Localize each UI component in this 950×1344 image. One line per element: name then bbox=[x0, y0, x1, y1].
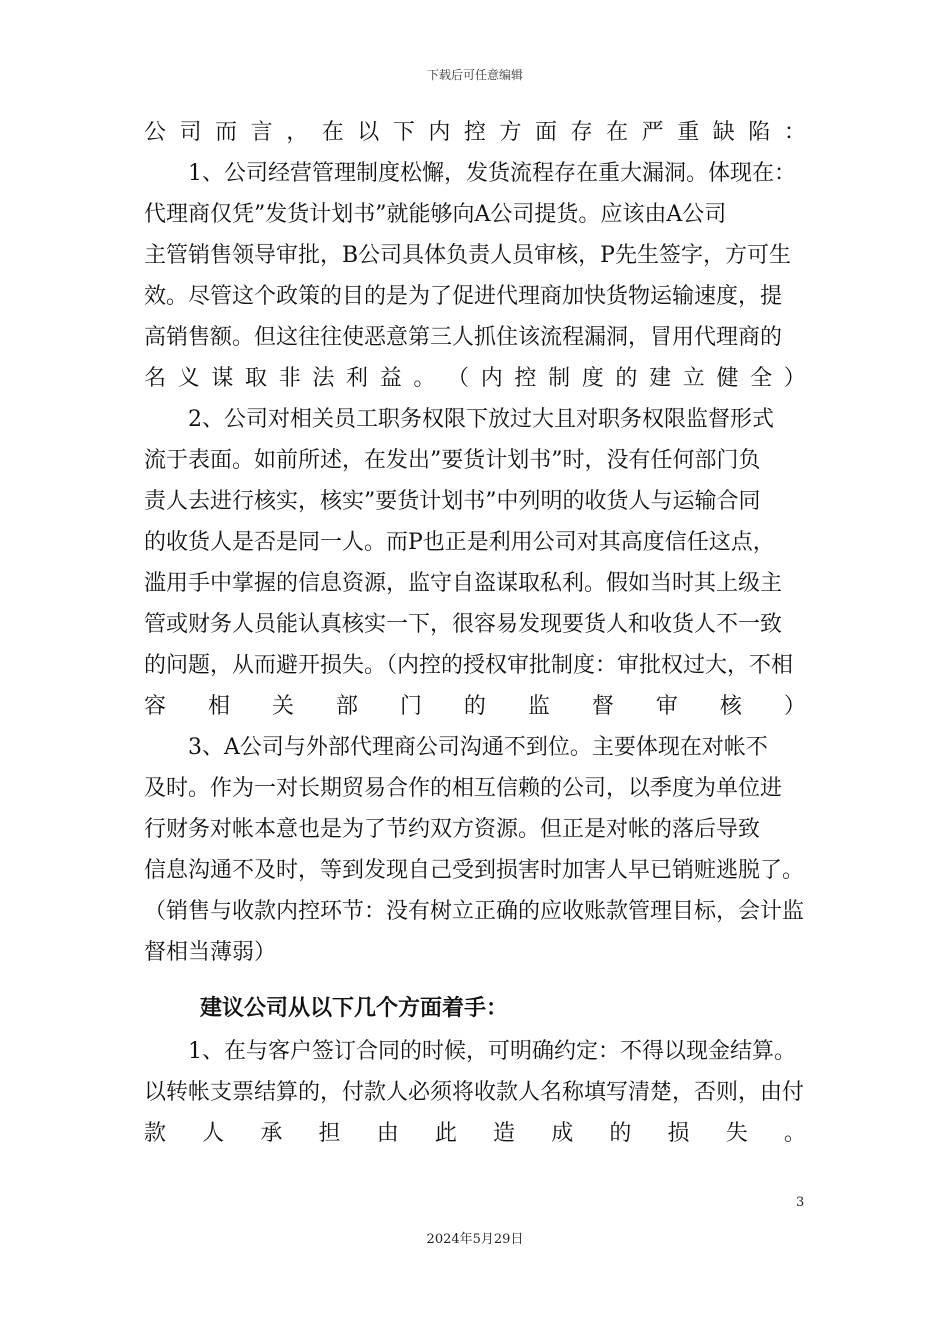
justified-char: 损 bbox=[667, 1121, 690, 1146]
justified-char: 严 bbox=[641, 120, 664, 145]
justified-char: 下 bbox=[392, 120, 415, 145]
justified-char: 失 bbox=[725, 1121, 748, 1146]
text-line: 主管销售领导审批，B公司具体负责人员审核，P先生签字，方可生 bbox=[144, 243, 791, 268]
justified-char: 相 bbox=[207, 694, 230, 719]
paragraph-1-start: 1、公司经营管理制度松懈，发货流程存在重大漏洞。体现在： bbox=[188, 161, 796, 186]
justified-char: 取 bbox=[245, 366, 268, 391]
justified-char: 健 bbox=[716, 366, 739, 391]
justified-char: 益 bbox=[379, 366, 402, 391]
justified-char: 公 bbox=[144, 120, 167, 145]
justified-char: 成 bbox=[551, 1121, 574, 1146]
justified-char: 陷 bbox=[748, 120, 771, 145]
justified-char: 面 bbox=[535, 120, 558, 145]
page-header: 下载后可任意编辑 bbox=[426, 68, 523, 82]
text-line: 督相当薄弱） bbox=[144, 940, 277, 965]
text-line: 责人去进行核实，核实”要货计划书”中列明的收货人与运输合同 bbox=[144, 489, 761, 514]
justified-char: 方 bbox=[499, 120, 522, 145]
justified-char: 言 bbox=[250, 120, 273, 145]
justified-char: 义 bbox=[177, 366, 200, 391]
justified-char: 此 bbox=[434, 1121, 457, 1146]
justified-char: 。 bbox=[783, 1121, 806, 1146]
justified-char: 制 bbox=[548, 366, 571, 391]
text-line-justified bbox=[144, 1113, 806, 1154]
justified-char: 的 bbox=[463, 694, 486, 719]
justified-char: 利 bbox=[346, 366, 369, 391]
justified-char: 由 bbox=[376, 1121, 399, 1146]
justified-char: 部 bbox=[335, 694, 358, 719]
justified-char: 控 bbox=[514, 366, 537, 391]
justified-char: 谋 bbox=[211, 366, 234, 391]
section-gap bbox=[144, 973, 806, 987]
justified-char: 人 bbox=[202, 1121, 225, 1146]
justified-char: 司 bbox=[179, 120, 202, 145]
justified-char: 内 bbox=[428, 120, 451, 145]
footer-date: 2024年5月29日 bbox=[426, 1232, 524, 1247]
justified-char: 承 bbox=[260, 1121, 283, 1146]
justified-char: 缺 bbox=[712, 120, 735, 145]
text-line-justified bbox=[144, 358, 806, 399]
justified-char: 在 bbox=[606, 120, 629, 145]
justified-char: 重 bbox=[677, 120, 700, 145]
text-line: 的收货人是否是同一人。而P也正是利用公司对其高度信任这点， bbox=[144, 530, 775, 555]
justified-char: ） bbox=[783, 694, 806, 719]
justified-char: 的 bbox=[609, 1121, 632, 1146]
justified-char: 在 bbox=[321, 120, 344, 145]
justified-char: 法 bbox=[312, 366, 335, 391]
text-line: 管或财务人员能认真核实一下，很容易发现要货人和收货人不一致 bbox=[144, 612, 783, 637]
text-line: 效。尽管这个政策的目的是为了促进代理商加快货物运输速度，提 bbox=[144, 284, 783, 309]
text-line: 以转帐支票结算的，付款人必须将收款人名称填写清楚，否则，由付 bbox=[144, 1080, 805, 1105]
justified-char: 容 bbox=[144, 694, 167, 719]
justified-char: 造 bbox=[493, 1121, 516, 1146]
justified-char: ， bbox=[286, 120, 309, 145]
section-heading: 建议公司从以下几个方面着手： bbox=[200, 996, 509, 1021]
justified-char: 存 bbox=[570, 120, 593, 145]
justified-char: （ bbox=[447, 366, 470, 391]
justified-char: 门 bbox=[399, 694, 422, 719]
justified-char: 立 bbox=[682, 366, 705, 391]
justified-char: 非 bbox=[278, 366, 301, 391]
justified-char: 度 bbox=[581, 366, 604, 391]
document-body bbox=[144, 112, 806, 1154]
justified-char: 建 bbox=[649, 366, 672, 391]
text-line-justified bbox=[144, 686, 806, 727]
paragraph-2-start: 2、公司对相关员工职务权限下放过大且对职务权限监督形式 bbox=[188, 407, 774, 432]
page-number: 3 bbox=[796, 1195, 805, 1210]
justified-char: ） bbox=[783, 366, 806, 391]
paragraph-3-start: 3、A公司与外部代理商公司沟通不到位。主要体现在对帐不 bbox=[188, 735, 768, 760]
justified-char: 监 bbox=[527, 694, 550, 719]
text-line: 行财务对帐本意也是为了节约双方资源。但正是对帐的落后导致 bbox=[144, 817, 761, 842]
text-line: 流于表面。如前所述，在发出”要货计划书”时，没有任何部门负 bbox=[144, 448, 761, 473]
justified-char: 控 bbox=[463, 120, 486, 145]
suggestion-1-start: 1、在与客户签订合同的时候，可明确约定：不得以现金结算。 bbox=[188, 1039, 796, 1064]
text-line: 滥用手中掌握的信息资源，监守自盗谋取私利。假如当时其上级主 bbox=[144, 571, 783, 596]
justified-char: 名 bbox=[144, 366, 167, 391]
justified-char: 全 bbox=[750, 366, 773, 391]
justified-char: 关 bbox=[271, 694, 294, 719]
text-line-justified bbox=[144, 112, 806, 153]
text-line: 的问题，从而避开损失。（内控的授权审批制度：审批权过大，不相 bbox=[144, 653, 794, 678]
justified-char: 而 bbox=[215, 120, 238, 145]
justified-char: 款 bbox=[144, 1121, 167, 1146]
justified-char: 审 bbox=[655, 694, 678, 719]
justified-char: 内 bbox=[480, 366, 503, 391]
justified-char: 担 bbox=[318, 1121, 341, 1146]
justified-char: 以 bbox=[357, 120, 380, 145]
justified-char: 督 bbox=[591, 694, 614, 719]
justified-char: 的 bbox=[615, 366, 638, 391]
text-line: 代理商仅凭”发货计划书”就能够向A公司提货。应该由A公司 bbox=[144, 202, 727, 227]
text-line: 高销售额。但这往往使恶意第三人抓住该流程漏洞，冒用代理商的 bbox=[144, 325, 783, 350]
justified-char: 。 bbox=[413, 366, 436, 391]
justified-char: ： bbox=[783, 120, 806, 145]
text-line: 及时。作为一对长期贸易合作的相互信赖的公司，以季度为单位进 bbox=[144, 776, 783, 801]
text-line: 信息沟通不及时，等到发现自己受到损害时加害人早已销赃逃脱了。 bbox=[144, 858, 805, 883]
justified-char: 核 bbox=[719, 694, 742, 719]
text-line: （销售与收款内控环节：没有树立正确的应收账款管理目标，会计监 bbox=[144, 899, 805, 924]
